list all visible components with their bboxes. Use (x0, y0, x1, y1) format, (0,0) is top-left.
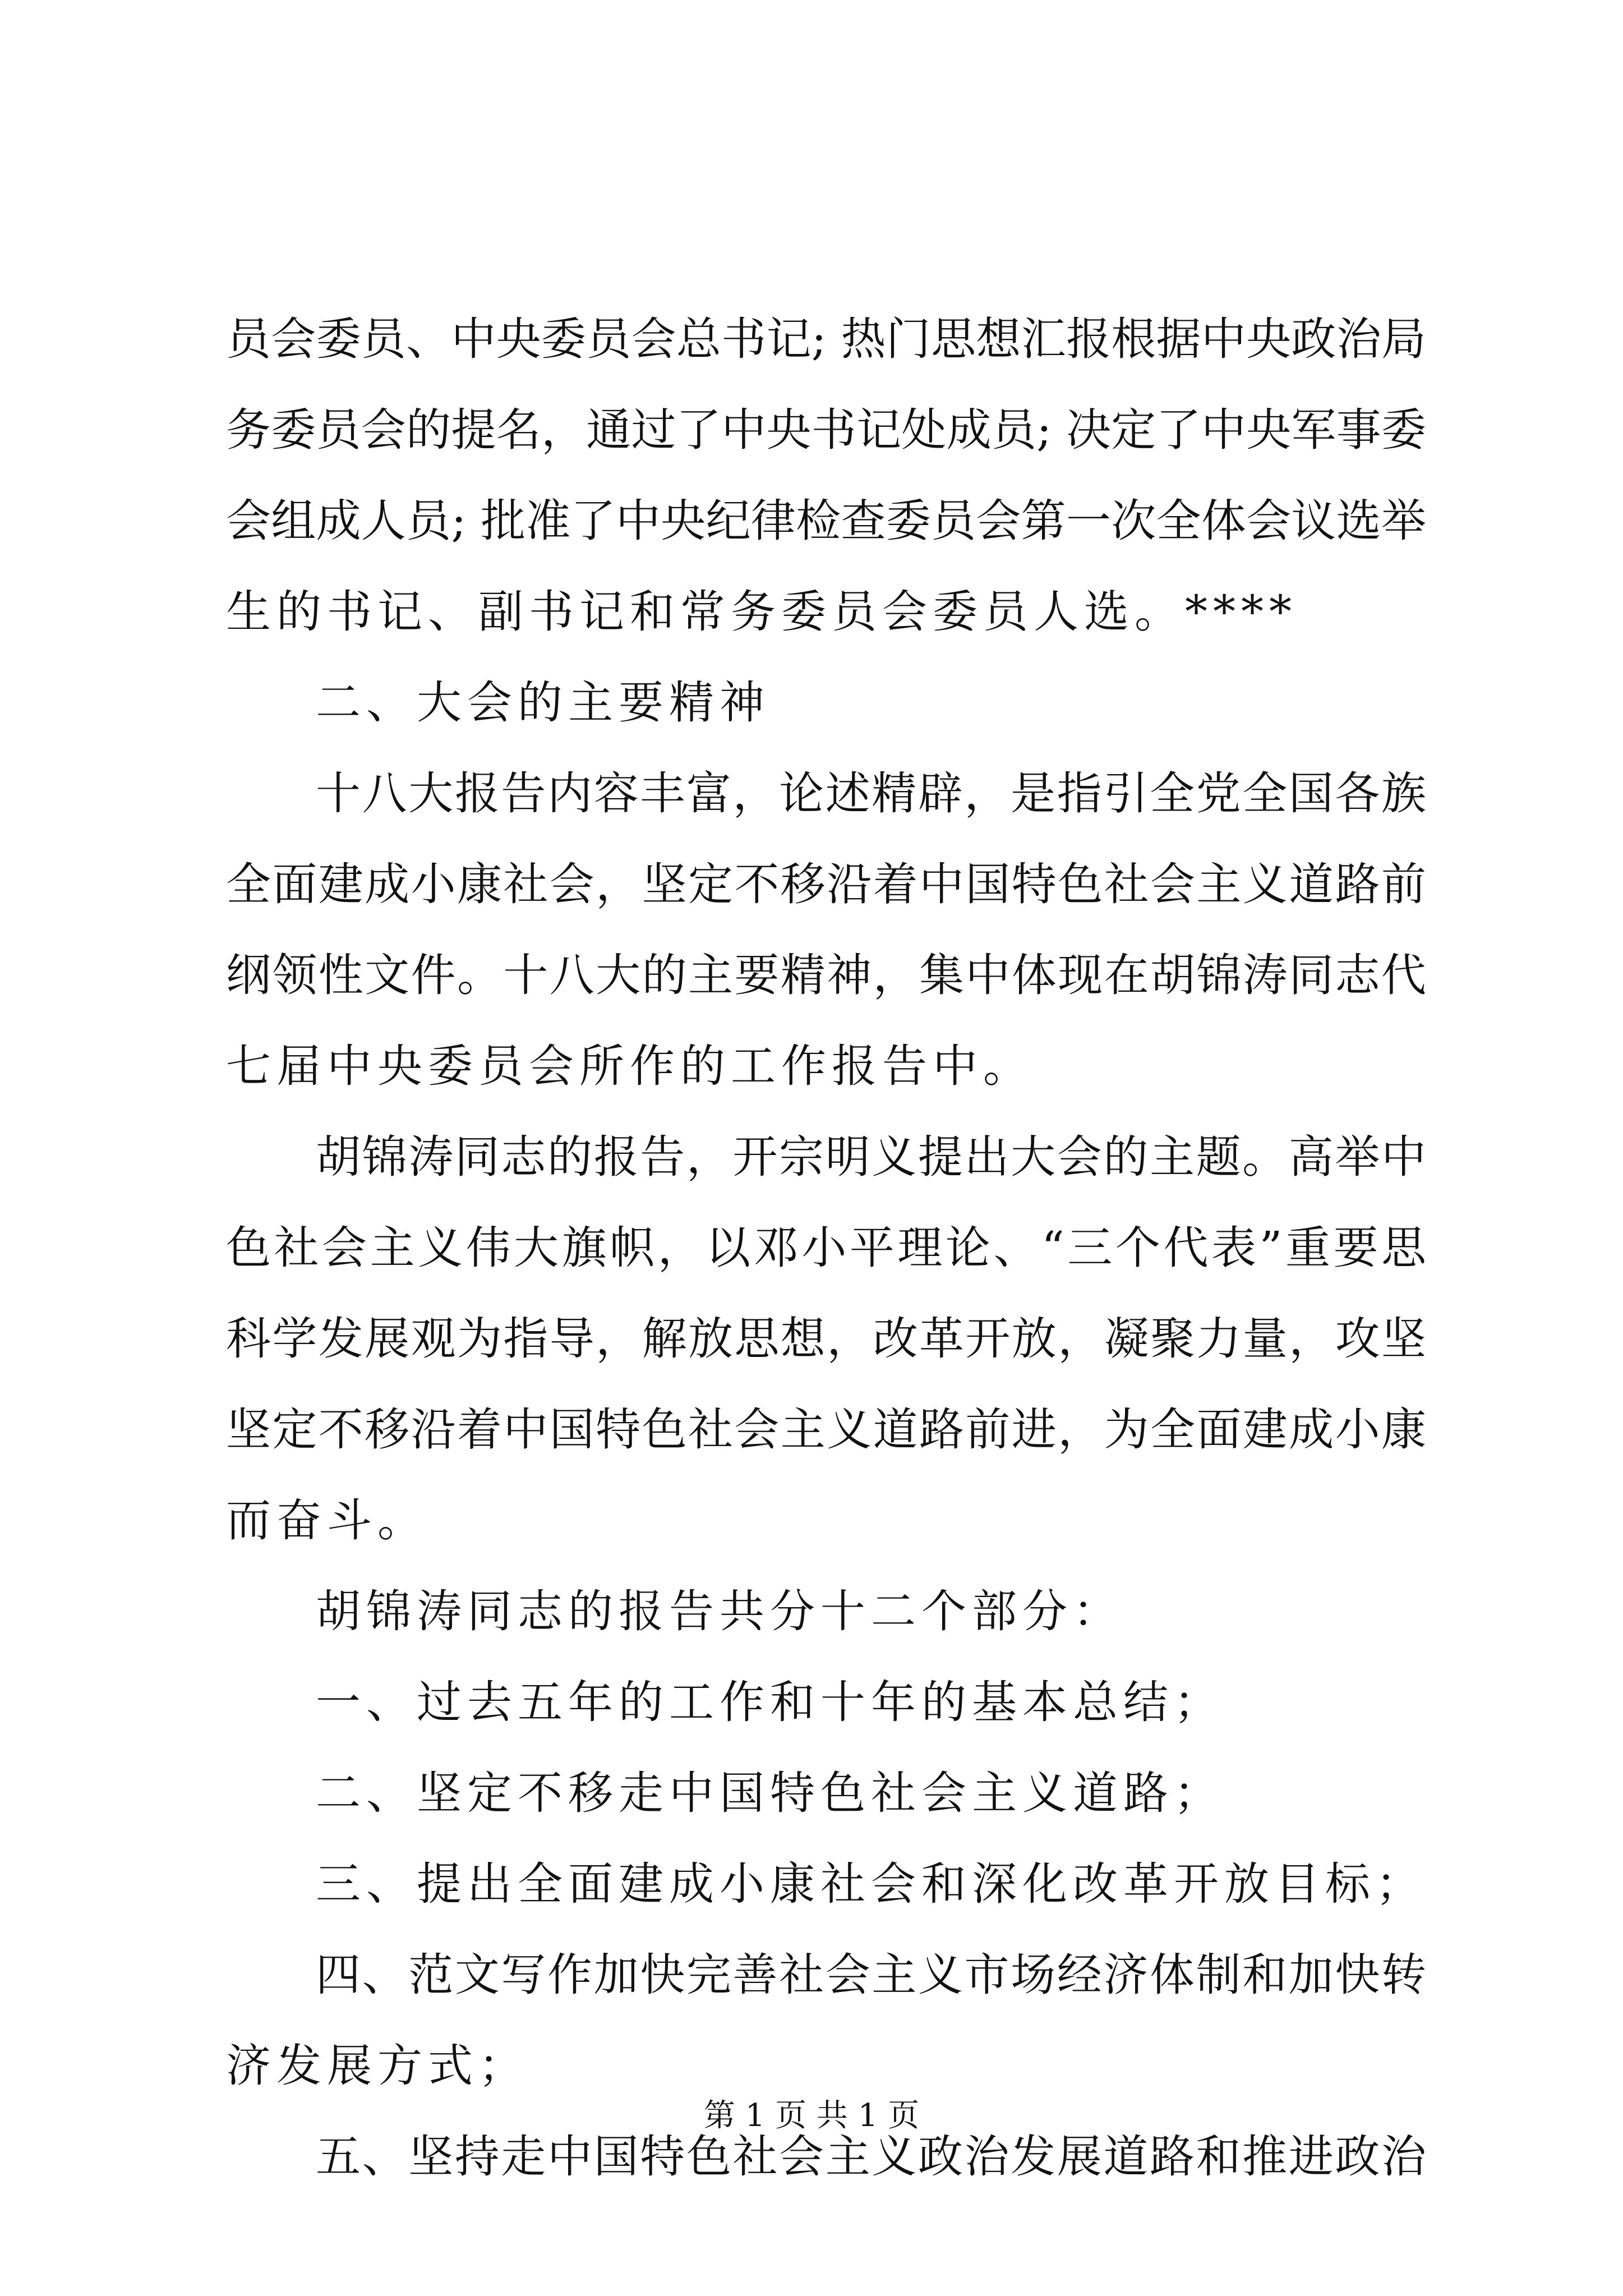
text-line: 坚定不移沿着中国特色社会主义道路前进，为全面建成小康 (226, 1404, 1426, 1456)
text-line: 务委员会的提名，通过了中央书记处成员; 决定了中央军事委 (226, 404, 1426, 456)
text-line: 而奋斗。 (226, 1494, 428, 1547)
list-item-continuation: 济发展方式； (226, 2040, 529, 2092)
text-line: 会组成人员; 批准了中央纪律检查委员会第一次全体会议选举 (226, 495, 1426, 547)
text-line: 全面建成小康社会，坚定不移沿着中国特色社会主义道路前 (226, 858, 1426, 910)
text-line: 员会委员、中央委员会总书记; 热门思想汇报根据中央政治局 (226, 313, 1426, 365)
text-line: 胡锦涛同志的报告，开宗明义提出大会的主题。高举中 (316, 1131, 1426, 1183)
text-line: 生的书记、副书记和常务委员会委员人选。**** (226, 586, 1297, 638)
text-line: 七届中央委员会所作的工作报告中。 (226, 1040, 1034, 1092)
text-line: 十八大报告内容丰富，论述精辟，是指引全党全国各族 (316, 767, 1426, 820)
text-line: 胡锦涛同志的报告共分十二个部分： (316, 1585, 1123, 1637)
document-body (226, 294, 1426, 2202)
text-line: 纲领性文件。十八大的主要精神，集中体现在胡锦涛同志代 (226, 949, 1426, 1001)
text-line: 科学发展观为指导，解放思想，改革开放，凝聚力量，攻坚 (226, 1313, 1426, 1365)
list-item: 五、坚持走中国特色社会主义政治发展道路和推进政治 (316, 2131, 1426, 2183)
list-item: 三、提出全面建成小康社会和深化改革开放目标； (316, 1858, 1426, 1910)
text-line: 色社会主义伟大旗帜，以邓小平理论、“三个代表”重要思 (226, 1222, 1426, 1274)
list-item: 一、过去五年的工作和十年的基本总结； (316, 1676, 1224, 1728)
page-number-footer: 第 1 页 共 1 页 (703, 2097, 920, 2134)
list-item: 二、坚定不移走中国特色社会主义道路； (316, 1767, 1224, 1819)
section-heading: 二、大会的主要精神 (316, 677, 770, 729)
list-item: 四、范文写作加快完善社会主义市场经济体制和加快转 (316, 1949, 1426, 2001)
